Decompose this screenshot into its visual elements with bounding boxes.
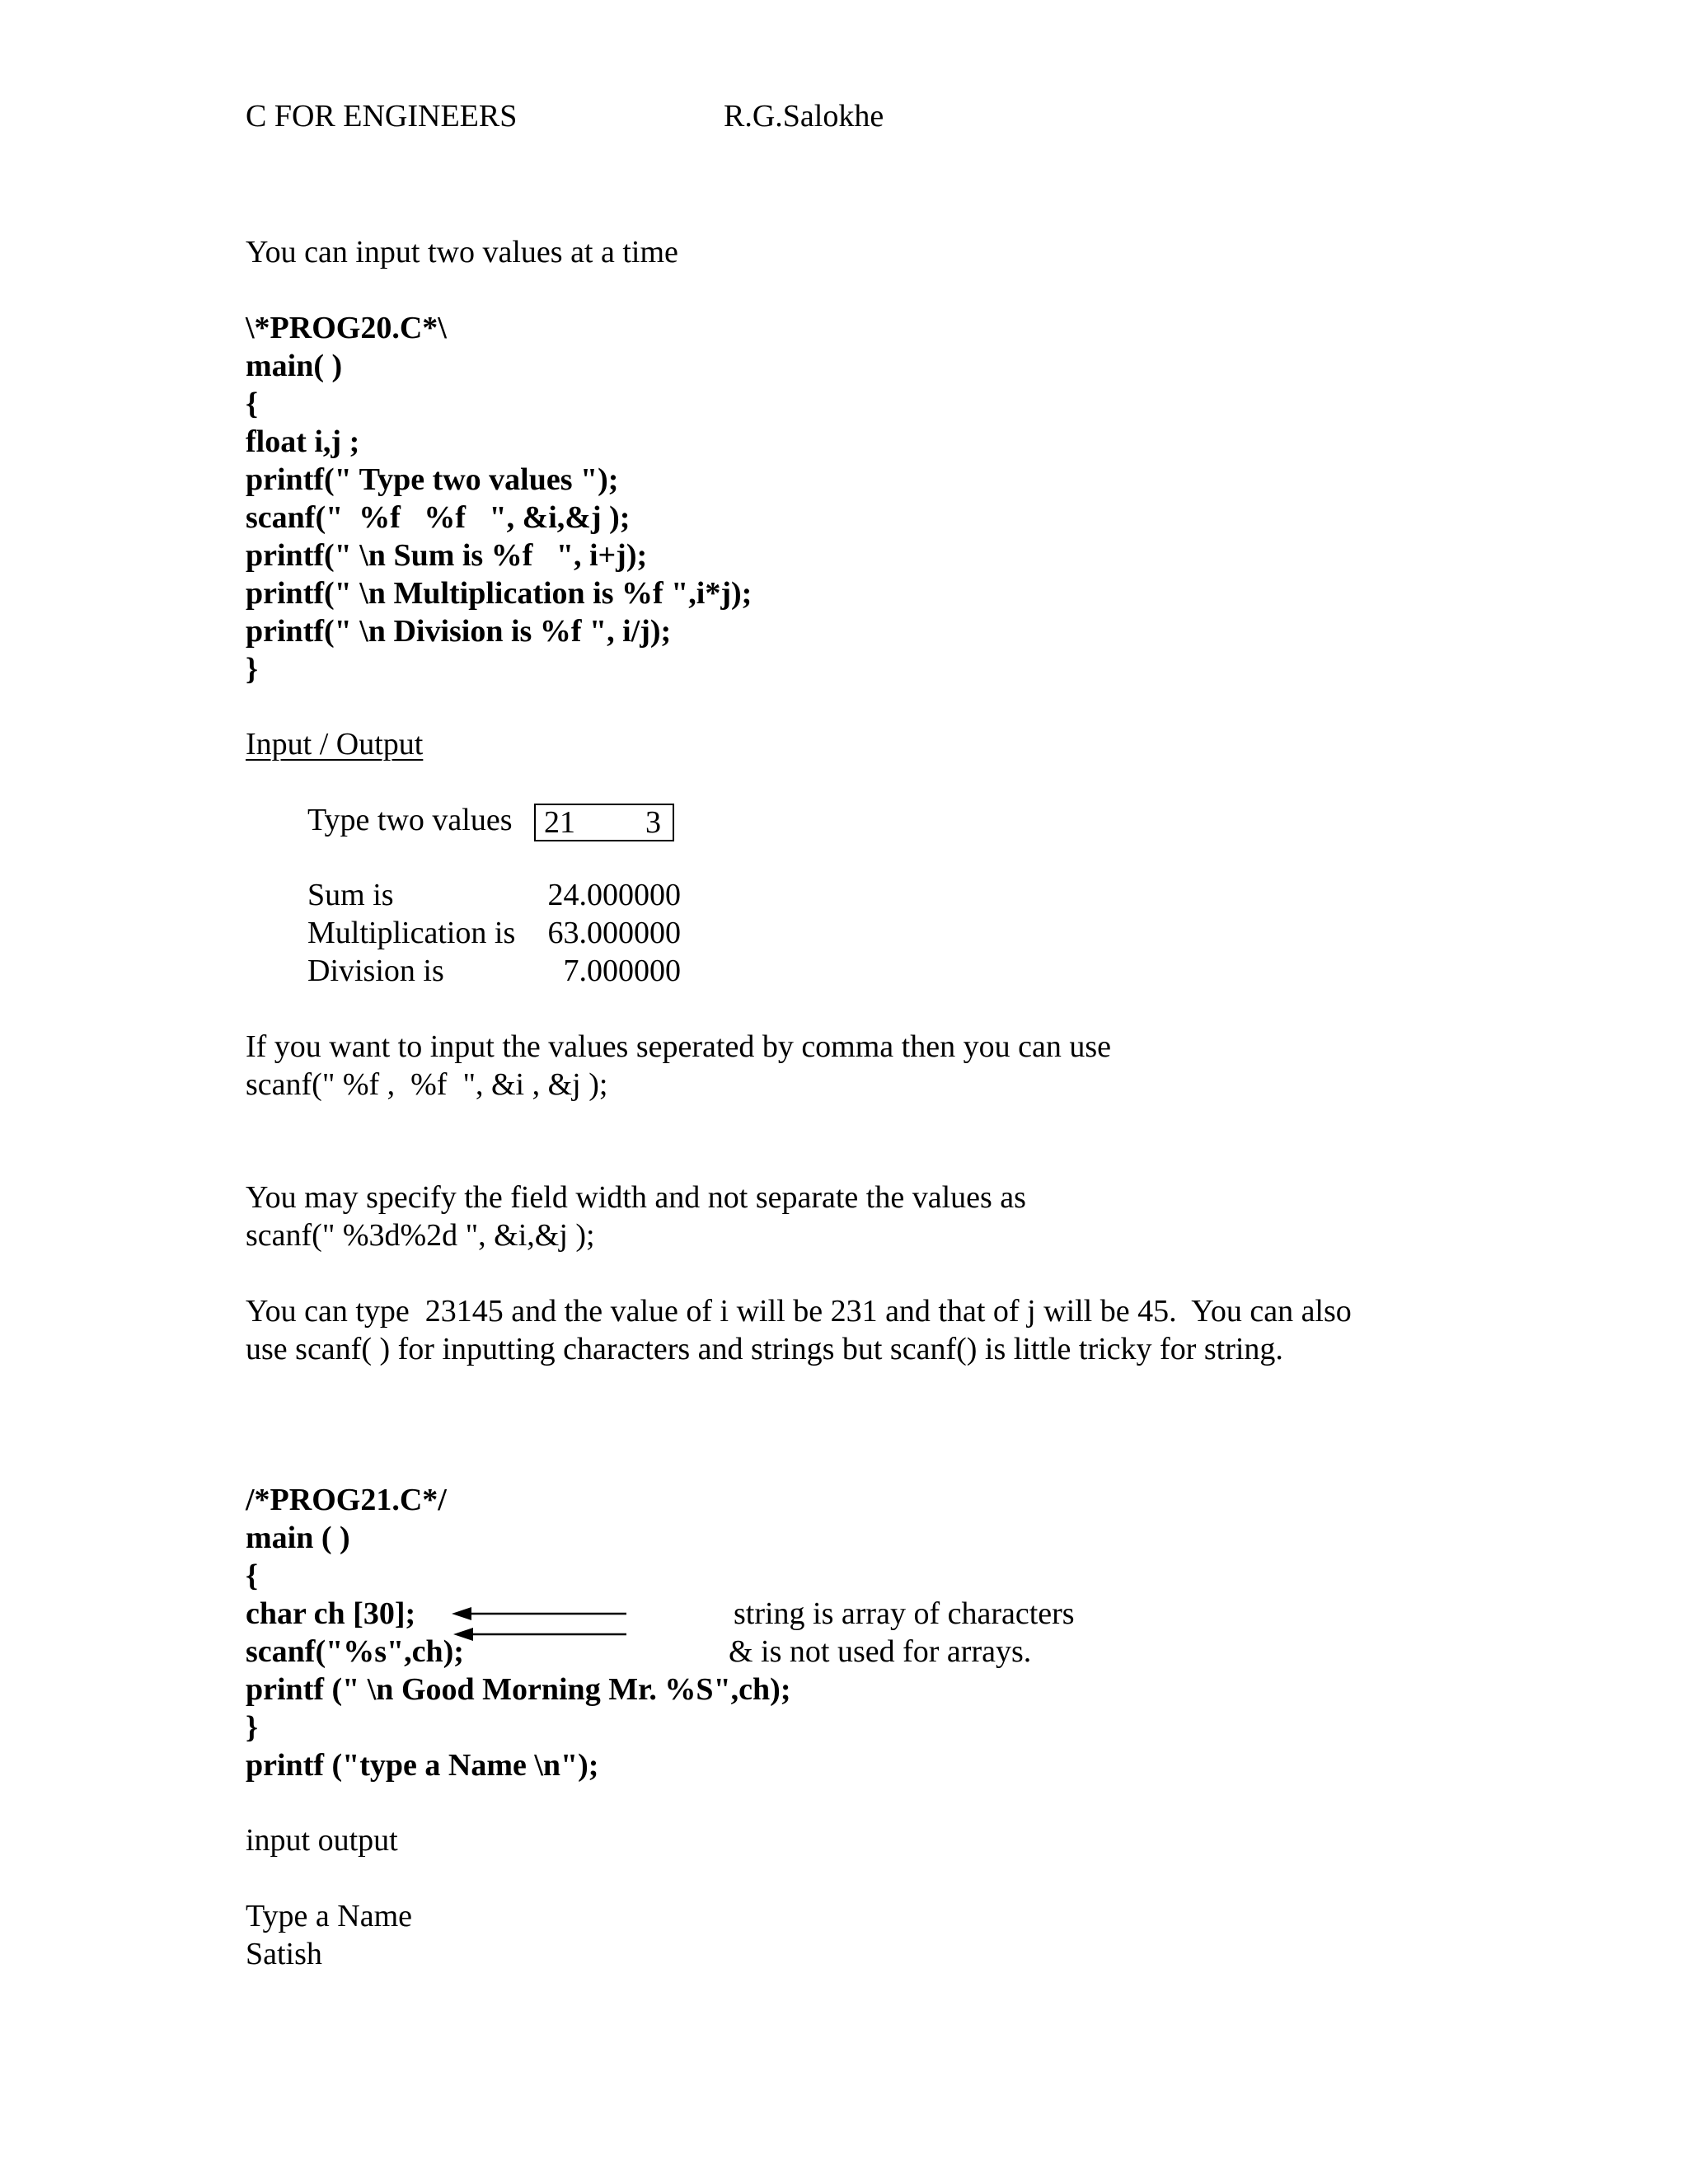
header-author: R.G.Salokhe: [724, 99, 884, 134]
arrow-icon: [452, 1607, 626, 1620]
code-line: \*PROG20.C*\: [246, 311, 447, 345]
io2-line: Satish: [246, 1937, 322, 1971]
arrow-icon: [453, 1628, 626, 1641]
code-line: printf(" \n Division is %f ", i/j);: [246, 614, 672, 649]
code-line: float i,j ;: [246, 424, 360, 459]
width-note-line2: scanf(" %3d%2d ", &i,&j );: [246, 1218, 595, 1253]
code-line: {: [246, 387, 258, 421]
code-line: printf (" \n Good Morning Mr. %S",ch);: [246, 1672, 791, 1707]
code-line: /*PROG21.C*/: [246, 1483, 447, 1517]
result-label: Sum is: [307, 878, 394, 912]
code-line: }: [246, 1710, 258, 1745]
annotation-string-array: string is array of characters: [734, 1596, 1075, 1631]
code-line: main ( ): [246, 1521, 350, 1555]
code-line: printf(" \n Sum is %f ", i+j);: [246, 538, 648, 573]
code-line: printf(" Type two values ");: [246, 462, 619, 497]
comma-note-line1: If you want to input the values seperated by comma then you can use: [246, 1029, 1111, 1064]
input-value-2: 3: [645, 805, 661, 840]
code-line: }: [246, 652, 258, 687]
code-line: scanf(" %f %f ", &i,&j );: [246, 500, 631, 535]
type-note-line2: use scanf( ) for inputting characters and strings but scanf() is little tricky for string.: [246, 1332, 1283, 1366]
type-note-line1: You can type 23145 and the value of i will be 231 and that of j will be 45. You can also: [246, 1294, 1352, 1329]
io2-line: Type a Name: [246, 1899, 413, 1933]
code-line: scanf("%s",ch);: [246, 1634, 464, 1669]
io2-heading: input output: [246, 1823, 398, 1858]
intro-text: You can input two values at a time: [246, 235, 678, 269]
annotation-ampersand: & is not used for arrays.: [729, 1634, 1032, 1669]
result-value: 24.000000: [547, 878, 681, 912]
io-prompt: Type two values: [307, 803, 513, 837]
code-line: printf ("type a Name \n");: [246, 1748, 599, 1783]
code-line: printf(" \n Multiplication is %f ",i*j);: [246, 576, 753, 611]
result-value: 63.000000: [547, 916, 681, 950]
comma-note-line2: scanf(" %f , %f ", &i , &j );: [246, 1067, 608, 1102]
result-value: 7.000000: [563, 954, 681, 988]
code-line: {: [246, 1558, 258, 1593]
code-line: main( ): [246, 349, 343, 383]
header-title: C FOR ENGINEERS: [246, 99, 518, 134]
result-label: Division is: [307, 954, 444, 988]
input-value-1: 21: [544, 805, 575, 840]
result-label: Multiplication is: [307, 916, 516, 950]
code-line: char ch [30];: [246, 1596, 416, 1631]
io-heading: Input / Output: [246, 727, 424, 762]
width-note-line1: You may specify the field width and not separate the values as: [246, 1180, 1026, 1215]
